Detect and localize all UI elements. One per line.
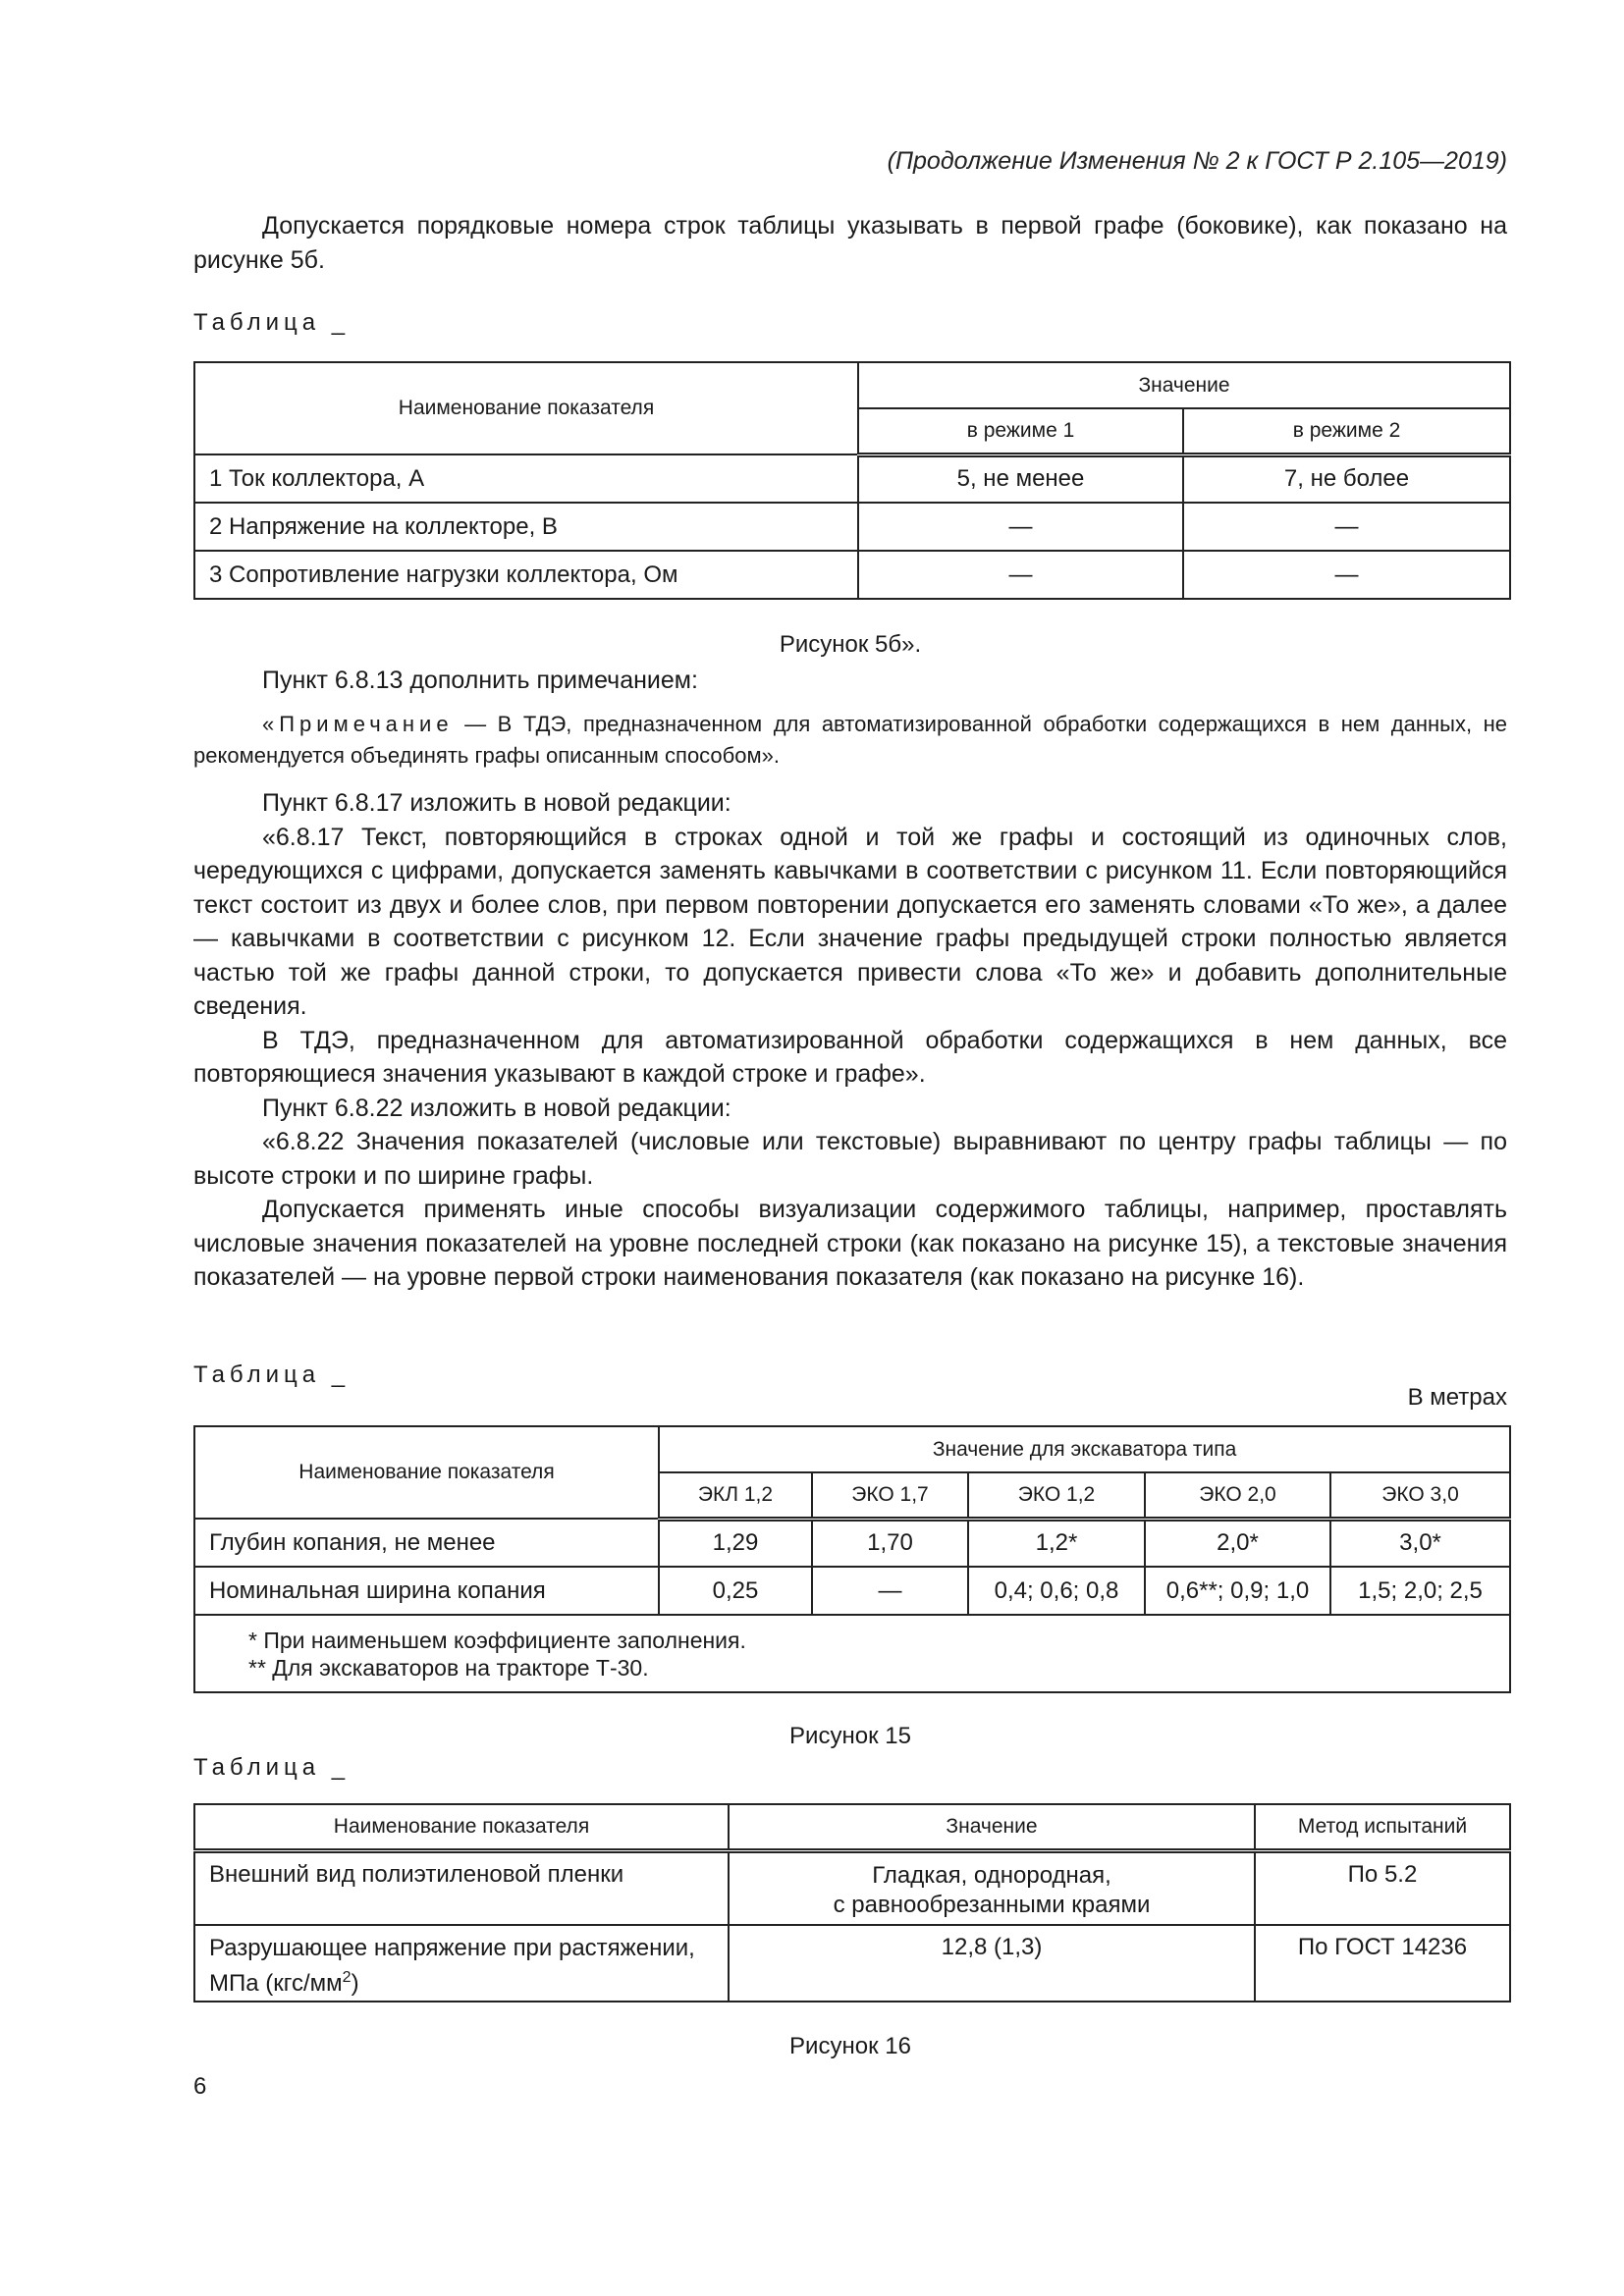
- body-text: [193, 786, 1507, 1295]
- table-cell: 2 Напряжение на коллекторе, В: [194, 503, 858, 551]
- intro-paragraph: Допускается порядковые номера строк таблицы указывать в первой графе (боковике), как показано на рисунке 5б.: [193, 212, 1507, 274]
- table-cell: 0,6**; 0,9; 1,0: [1145, 1567, 1330, 1615]
- table-row: [194, 503, 1510, 551]
- table-cell: По 5.2: [1255, 1850, 1510, 1925]
- table-row: [194, 1519, 1510, 1567]
- table-cell: 1,2*: [968, 1519, 1145, 1567]
- table-cell: По ГОСТ 14236: [1255, 1925, 1510, 2002]
- table-5b-header-mode2: в режиме 2: [1183, 408, 1510, 454]
- paragraph: «6.8.22 Значения показателей (числовые или текстовые) выравнивают по центру графы таблицы — по высоте строки и по ширине графы.: [193, 1128, 1507, 1190]
- table-row: [194, 1567, 1510, 1615]
- table-cell: Номинальная ширина копания: [194, 1567, 659, 1615]
- paragraph: Пункт 6.8.17 изложить в новой редакции:: [262, 789, 731, 817]
- value-line: с равнообрезанными краями: [833, 1891, 1151, 1918]
- table-cell: Глубин копания, не менее: [194, 1519, 659, 1567]
- table-16-caption: Таблица _: [193, 1754, 351, 1781]
- page-number: 6: [193, 2073, 207, 2100]
- table-5b-header-name: Наименование показателя: [194, 362, 858, 454]
- table-cell: 0,25: [659, 1567, 812, 1615]
- value-line: Гладкая, однородная,: [872, 1861, 1111, 1889]
- table-cell: 1,5; 2,0; 2,5: [1330, 1567, 1510, 1615]
- table-cell: 5, не менее: [858, 454, 1183, 503]
- table-footnote-row: [194, 1615, 1510, 1692]
- table-row: [194, 551, 1510, 599]
- figure-15-caption: Рисунок 15: [789, 1723, 911, 1749]
- table-16-header-name: Наименование показателя: [194, 1804, 729, 1850]
- table-5b: [193, 361, 1511, 600]
- table-cell: 1 Ток коллектора, А: [194, 454, 858, 503]
- table-5b-header-value: Значение: [858, 362, 1510, 408]
- table-cell: 2,0*: [1145, 1519, 1330, 1567]
- table-15-type: ЭКО 3,0: [1330, 1472, 1510, 1519]
- table-row: [194, 454, 1510, 503]
- table-cell: 1,70: [812, 1519, 968, 1567]
- table-cell: —: [858, 551, 1183, 599]
- table-cell: 3 Сопротивление нагрузки коллектора, Ом: [194, 551, 858, 599]
- footnote: * При наименьшем коэффициенте заполнения.: [248, 1627, 746, 1653]
- table-cell: 3,0*: [1330, 1519, 1510, 1567]
- table-cell: 1,29: [659, 1519, 812, 1567]
- table-cell: [194, 1925, 729, 2002]
- table-15-type: ЭКО 1,2: [968, 1472, 1145, 1519]
- table-16-header-method: Метод испытаний: [1255, 1804, 1510, 1850]
- table-15-header-group: Значение для экскаватора типа: [659, 1426, 1510, 1472]
- table-row: [194, 1850, 1510, 1925]
- table-16-header-value: Значение: [729, 1804, 1255, 1850]
- table-cell: 12,8 (1,3): [729, 1925, 1255, 2002]
- note-text: — В ТДЭ, предназначенном для автоматизированной обработки содержащихся в нем данных, не рекомендуется объединять графы описанным способом».: [193, 712, 1507, 768]
- paragraph-6813: Пункт 6.8.13 дополнить примечанием:: [262, 667, 698, 694]
- table-cell: 7, не более: [1183, 454, 1510, 503]
- table-15-caption: Таблица _: [193, 1362, 351, 1388]
- table-footnotes: [194, 1615, 1510, 1692]
- footnote: ** Для экскаваторов на тракторе Т-30.: [248, 1654, 649, 1681]
- page-header: (Продолжение Изменения № 2 к ГОСТ Р 2.105—2019): [887, 147, 1507, 175]
- paragraph: Допускается применять иные способы визуализации содержимого таблицы, например, проставлять числовые значения показателей на уровне последней строки (как показано на рисунке 15), а текстовые значения показателей — на уровне первой строки наименования показателя (как показано на рисунке 16).: [193, 1196, 1507, 1291]
- table-15: [193, 1425, 1511, 1693]
- note-paragraph: [193, 709, 1507, 772]
- table-15-header-name: Наименование показателя: [194, 1426, 659, 1519]
- paragraph: Пункт 6.8.22 изложить в новой редакции:: [262, 1094, 731, 1122]
- table-cell: —: [812, 1567, 968, 1615]
- table-cell: —: [858, 503, 1183, 551]
- figure-16-caption: Рисунок 16: [789, 2033, 911, 2059]
- paragraph: «6.8.17 Текст, повторяющийся в строках одной и той же графы и состоящий из одиночных слов, чередующихся с цифрами, допускается заменять кавычками в соответствии с рисунком 11. Если повторяющийся текст состоит из двух и более слов, при первом повторении допускается его заменять словами «То же», а далее — кавычками в соответствии с рисунком 12. Если значение графы предыдущей строки полностью является частью той же графы данной строки, то допускается привести слова «То же» и добавить дополнительные сведения.: [193, 823, 1507, 1020]
- table-5b-header-mode1: в режиме 1: [858, 408, 1183, 454]
- table-cell: —: [1183, 503, 1510, 551]
- table-cell: 0,4; 0,6; 0,8: [968, 1567, 1145, 1615]
- note-lead: «Примечание: [262, 712, 454, 736]
- table-cell: Внешний вид полиэтиленовой пленки: [194, 1850, 729, 1925]
- table-cell: —: [1183, 551, 1510, 599]
- table-15-type: ЭКЛ 1,2: [659, 1472, 812, 1519]
- table-16: [193, 1803, 1511, 2002]
- paragraph: В ТДЭ, предназначенном для автоматизированной обработки содержащихся в нем данных, все повторяющиеся значения указывают в каждой строке и графе».: [193, 1026, 1507, 1088]
- table-row: [194, 1925, 1510, 2002]
- table-15-units: В метрах: [1407, 1384, 1507, 1411]
- figure-5b-caption: Рисунок 5б».: [779, 631, 922, 658]
- table-5b-caption: Таблица _: [193, 309, 351, 336]
- name-line: Разрушающее напряжение при растяжении,: [209, 1935, 695, 1961]
- name-line: МПа $(кгс/мм^2)$: [209, 1969, 359, 1997]
- table-15-type: ЭКО 1,7: [812, 1472, 968, 1519]
- table-15-type: ЭКО 2,0: [1145, 1472, 1330, 1519]
- table-cell: [729, 1850, 1255, 1925]
